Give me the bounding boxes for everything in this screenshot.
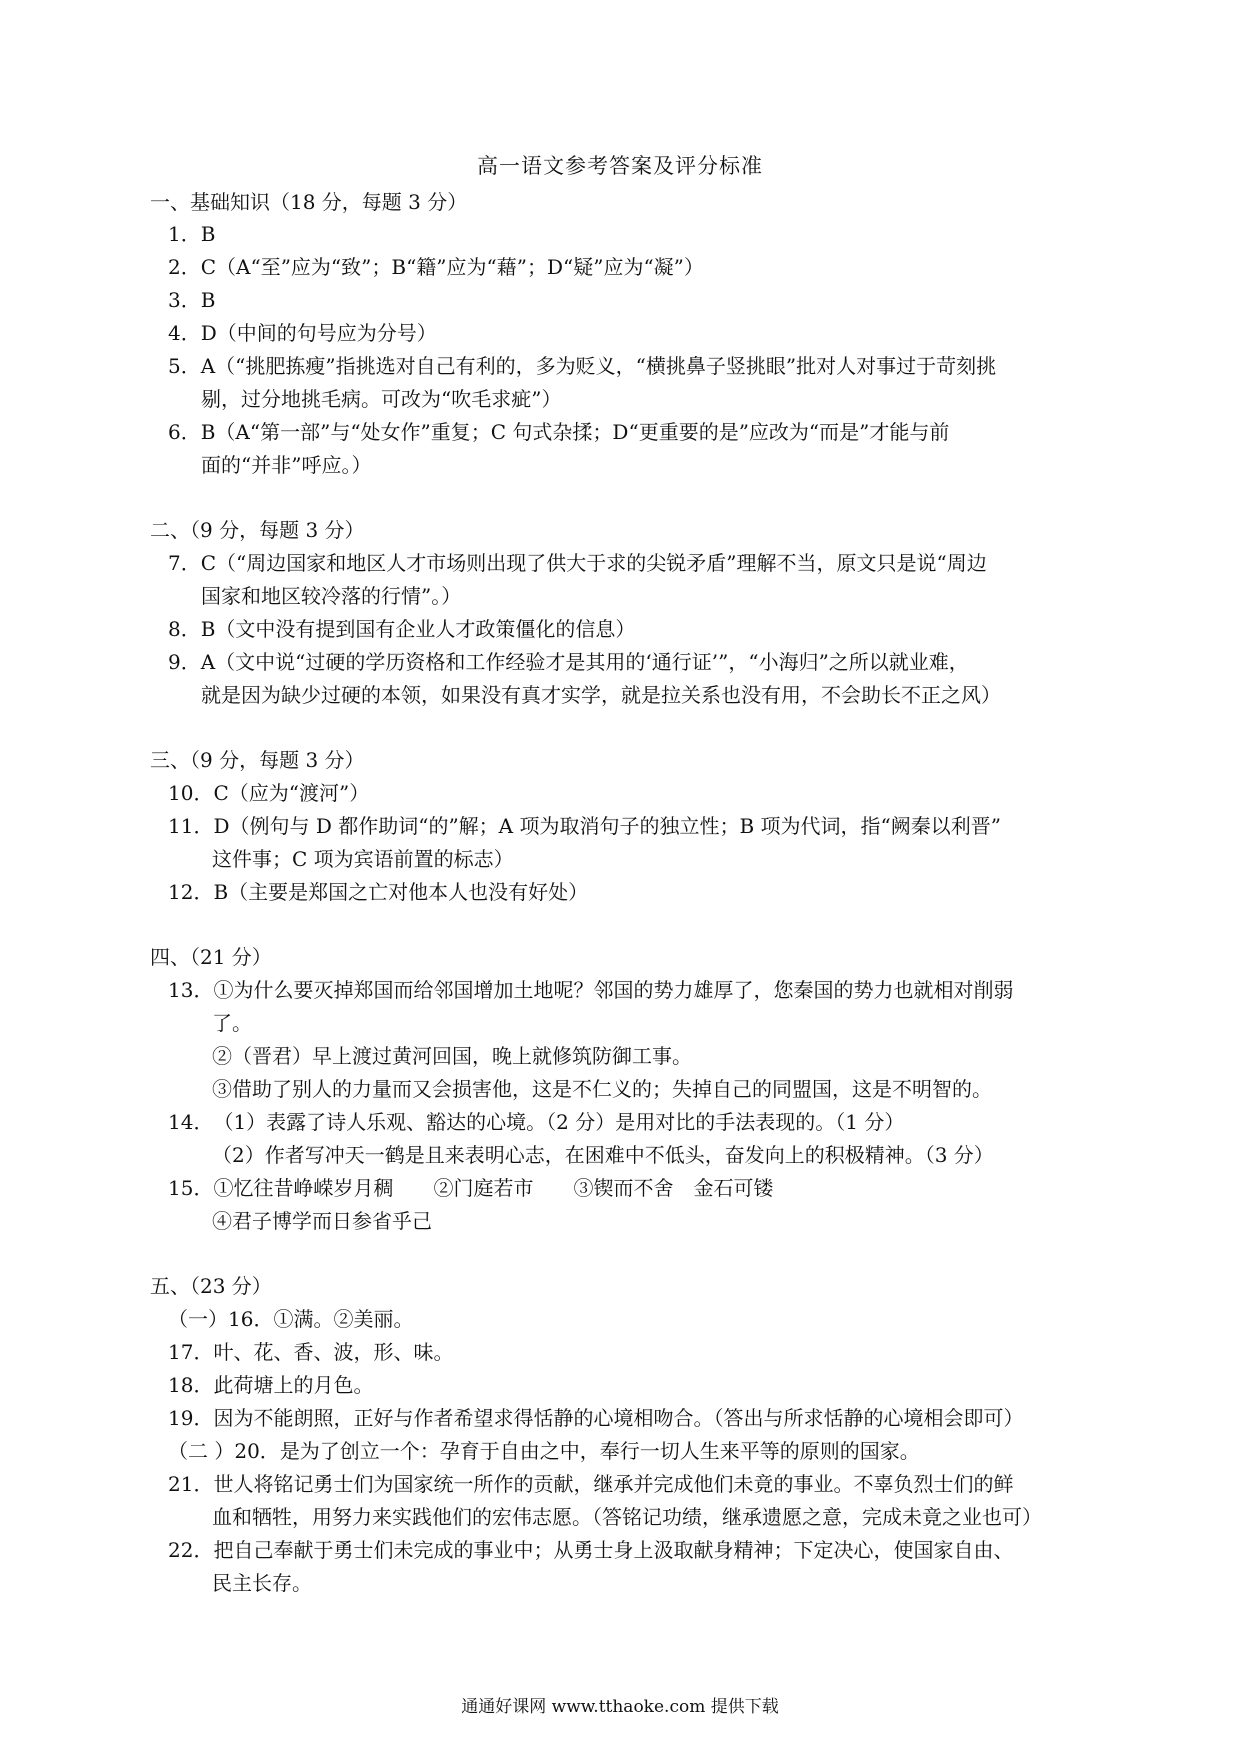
section-heading-5: 五、（23 分） — [150, 1274, 272, 1298]
answer-item — [168, 547, 987, 576]
answer-number: 9． — [168, 650, 201, 674]
answer-text: D（例句与 D 都作助词“的”解；A 项为取消句子的独立性；B 项为代词，指“阙秦以利晋” — [213, 814, 1001, 838]
answer-continuation: 就是因为缺少过硬的本领，如果没有真才实学，就是拉关系也没有用，不会助长不正之风） — [201, 683, 1001, 707]
answer-continuation: 血和牺牲，用努力来实践他们的宏伟志愿。（答铭记功绩，继承遗愿之意，完成未竟之业也可） — [212, 1505, 1042, 1529]
answer-text: B — [200, 288, 216, 312]
answer-item — [168, 218, 215, 247]
answer-number: 19． — [168, 1406, 214, 1430]
answer-text: B（主要是郑国之亡对他本人也没有好处） — [213, 880, 589, 904]
answer-number: 6． — [168, 420, 201, 444]
answer-text: C（应为“渡河”） — [213, 781, 370, 805]
answer-item — [168, 613, 635, 642]
answer-text: C（A“至”应为“致”；B“籍”应为“藉”；D“疑”应为“凝”） — [200, 255, 704, 279]
answer-item — [168, 810, 1001, 839]
answer-item — [168, 1336, 453, 1365]
section-heading-4: 四、（21 分） — [150, 945, 272, 969]
answer-number: 22． — [168, 1538, 214, 1562]
answer-number: 18． — [168, 1373, 214, 1397]
answer-item — [168, 777, 369, 806]
answer-text: （1）表露了诗人乐观、豁达的心境。（2 分）是用对比的手法表现的。（1 分） — [213, 1110, 905, 1134]
answer-item — [168, 350, 996, 379]
answer-number: 15． — [168, 1176, 214, 1200]
answer-number: 8． — [168, 617, 201, 641]
answer-continuation: 民主长存。 — [212, 1571, 312, 1595]
answer-number: （二 ）20． — [168, 1439, 280, 1463]
answer-text: 世人将铭记勇士们为国家统一所作的贡献，继承并完成他们未竟的事业。不辜负烈士们的鲜 — [213, 1472, 1014, 1496]
answer-number: 4． — [168, 321, 201, 345]
answer-number: 3． — [168, 288, 201, 312]
answer-text: 是为了创立一个：孕育于自由之中，奉行一切人生来平等的原则的国家。 — [279, 1439, 920, 1463]
answer-item — [168, 1106, 904, 1135]
answer-item — [168, 416, 949, 445]
answer-text: D（中间的句号应为分号） — [200, 321, 437, 345]
answer-number: 1． — [168, 222, 201, 246]
section-heading-1: 一、基础知识（18 分，每题 3 分） — [150, 190, 468, 214]
answer-text: A（“挑肥拣瘦”指挑选对自己有利的，多为贬义，“横挑鼻子竖挑眼”批对人对事过于苛刻挑 — [200, 354, 997, 378]
answer-text: B（文中没有提到国有企业人才政策僵化的信息） — [200, 617, 636, 641]
answer-number: 2． — [168, 255, 201, 279]
answer-number: 7． — [168, 551, 201, 575]
answer-continuation: 国家和地区较冷落的行情”。） — [201, 584, 462, 608]
answer-item — [168, 251, 704, 280]
answer-continuation: 剔，过分地挑毛病。可改为“吹毛求疵”） — [201, 387, 562, 411]
answer-item — [168, 1172, 773, 1201]
answer-text: C（“周边国家和地区人才市场则出现了供大于求的尖锐矛盾”理解不当，原文只是说“周边 — [200, 551, 987, 575]
answer-text: 把自己奉献于勇士们未完成的事业中；从勇士身上汲取献身精神；下定决心，使国家自由、 — [213, 1538, 1014, 1562]
answer-continuation: ④君子博学而日参省乎己 — [212, 1209, 432, 1233]
section-heading-3: 三、（9 分，每题 3 分） — [150, 748, 365, 772]
answer-continuation: 这件事；C 项为宾语前置的标志） — [212, 847, 514, 871]
answer-item — [168, 974, 1013, 1003]
answer-item — [168, 317, 437, 346]
answer-item — [168, 876, 588, 905]
answer-item — [168, 1435, 920, 1464]
answer-item — [168, 284, 215, 313]
answer-number: 5． — [168, 354, 201, 378]
answer-number: 12． — [168, 880, 214, 904]
answer-text: ①为什么要灭掉郑国而给邻国增加土地呢？邻国的势力雄厚了，您秦国的势力也就相对削弱 — [213, 978, 1014, 1002]
answer-number: 11． — [168, 814, 214, 838]
answer-continuation: ③借助了别人的力量而又会损害他，这是不仁义的；失掉自己的同盟国，这是不明智的。 — [212, 1077, 992, 1101]
answer-continuation: 了。 — [212, 1011, 252, 1035]
answer-continuation: （2）作者写冲天一鹤是且来表明心志，在困难中不低头，奋发向上的积极精神。（3 分） — [212, 1143, 994, 1167]
answer-text: 因为不能朗照，正好与作者希望求得恬静的心境相吻合。（答出与所求恬静的心境相会即可） — [213, 1406, 1024, 1430]
answer-number: 10． — [168, 781, 214, 805]
answer-text: A（文中说“过硬的学历资格和工作经验才是其用的‘通行证’”，“小海归”之所以就业难， — [200, 650, 969, 674]
answer-number: 13． — [168, 978, 214, 1002]
answer-item — [168, 1303, 413, 1332]
answer-number: 21． — [168, 1472, 214, 1496]
answer-continuation: 面的“并非”呼应。） — [201, 453, 372, 477]
answer-text: ①满。②美丽。 — [273, 1307, 414, 1331]
answer-item — [168, 1402, 1023, 1431]
answer-text: 此荷塘上的月色。 — [213, 1373, 374, 1397]
answer-item — [168, 1369, 373, 1398]
answer-text: B（A“第一部”与“处女作”重复；C 句式杂揉；D“更重要的是”应改为“而是”才能与前 — [200, 420, 950, 444]
answer-text: B — [200, 222, 216, 246]
answer-number: 14． — [168, 1110, 214, 1134]
answer-item — [168, 646, 969, 675]
page-footer: 通通好课网 www.tthaoke.com 提供下载 — [461, 1697, 779, 1717]
section-heading-2: 二、（9 分，每题 3 分） — [150, 518, 365, 542]
page-title: 高一语文参考答案及评分标准 — [477, 154, 763, 178]
answer-continuation: ②（晋君）早上渡过黄河回国，晚上就修筑防御工事。 — [212, 1044, 692, 1068]
answer-number: （一）16． — [168, 1307, 274, 1331]
answer-item — [168, 1468, 1013, 1497]
answer-number: 17． — [168, 1340, 214, 1364]
answer-item — [168, 1534, 1013, 1563]
answer-text: ①忆往昔峥嵘岁月稠 ②门庭若市 ③锲而不舍 金石可镂 — [213, 1176, 774, 1200]
answer-text: 叶、花、香、波，形、味。 — [213, 1340, 454, 1364]
